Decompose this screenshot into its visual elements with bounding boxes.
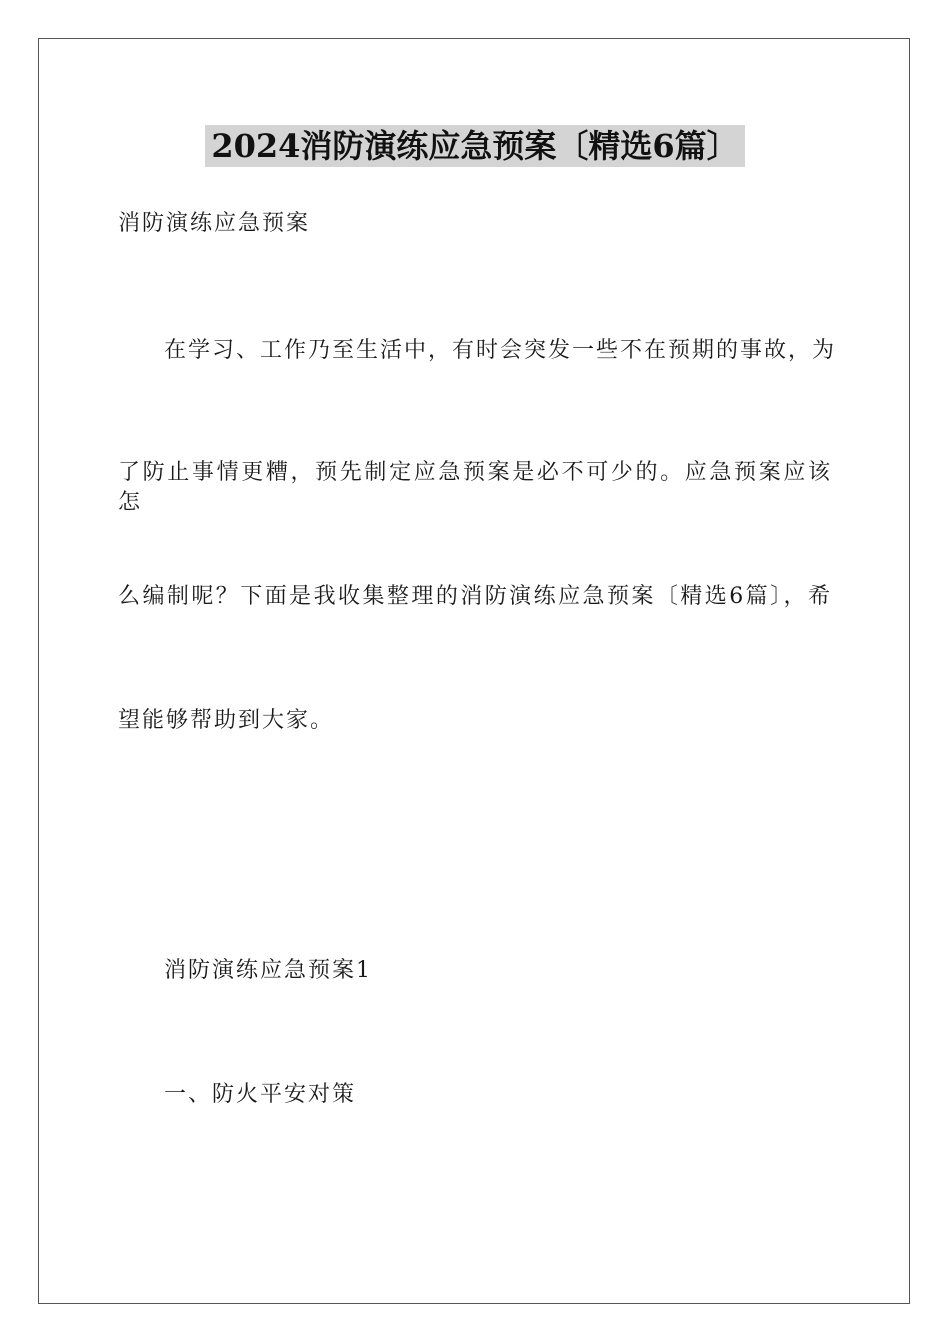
intro-line-1: 在学习、工作乃至生活中，有时会突发一些不在预期的事故，为 — [164, 338, 837, 363]
section-heading: 消防演练应急预案1 — [164, 958, 372, 983]
intro-line-2: 了防止事情更糟，预先制定应急预案是必不可少的。应急预案应该怎 — [118, 460, 832, 515]
intro-line-3: 么编制呢？下面是我收集整理的消防演练应急预案〔精选6篇〕，希 — [118, 584, 832, 609]
subsection-heading: 一、防火平安对策 — [164, 1082, 357, 1107]
document-subtitle: 消防演练应急预案 — [118, 211, 311, 236]
document-title: 2024消防演练应急预案〔精选6篇〕 — [205, 125, 744, 167]
title-container — [0, 125, 950, 167]
intro-line-4: 望能够帮助到大家。 — [118, 708, 335, 733]
